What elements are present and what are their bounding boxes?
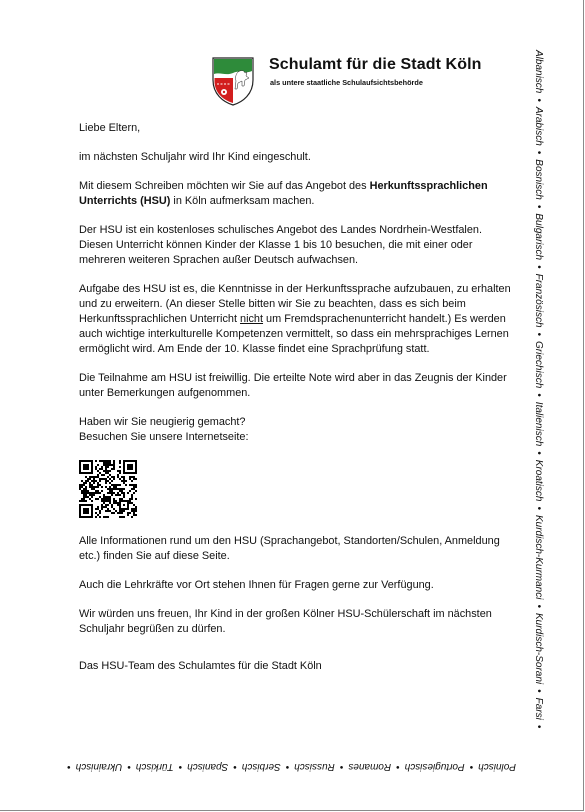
separator-dot: •	[533, 451, 544, 455]
separator-dot: •	[533, 98, 544, 102]
language-label: Bosnisch	[533, 159, 544, 200]
language-label: Russisch	[294, 761, 335, 772]
paragraph-goals-text: Aufgabe des HSU ist es, die Kenntnisse in der Herkunftssprache aufzubauen, zu erhalten und zu erweitern. (An dieser Stelle bitten wir Sie zu beachten, dass es sich beim Herkunftssprachlichen Unterricht	[79, 283, 511, 325]
language-label: Polnisch	[478, 761, 516, 772]
paragraph-enrollment: im nächsten Schuljahr wird Ihr Kind eingeschult.	[79, 151, 311, 163]
signature: Das HSU-Team des Schulamtes für die Stadt Köln	[79, 660, 322, 672]
paragraph-visit-website: Besuchen Sie unsere Internetseite:	[79, 431, 249, 443]
paragraph-participation: Die Teilnahme am HSU ist freiwillig. Die erteilte Note wird aber in das Zeugnis der Kinder unter Bemerkungen aufgenommen.	[79, 372, 507, 399]
separator-dot: •	[233, 761, 237, 772]
separator-dot: •	[127, 761, 131, 772]
language-label: Kurdisch-Kurmanci	[533, 514, 544, 600]
paragraph-goals-emphasis: nicht	[240, 313, 264, 325]
separator-dot: •	[533, 265, 544, 269]
language-label: Ukrainisch	[75, 761, 123, 772]
paragraph-goals	[79, 282, 511, 357]
qr-code-icon[interactable]	[79, 460, 137, 518]
language-label: Bulgarisch	[533, 213, 544, 261]
paragraph-information: Alle Informationen rund um den HSU (Sprachangebot, Standorten/Schulen, Anmeldung etc.) finden Sie auf diese Seite.	[79, 535, 500, 562]
languages-bottom-margin	[67, 760, 516, 772]
letter-body	[79, 121, 511, 674]
language-label: Farsi	[533, 697, 544, 720]
language-label: Serbisch	[241, 761, 281, 772]
languages-right-margin	[532, 50, 544, 733]
language-label: Romanes	[348, 761, 392, 772]
separator-dot: •	[533, 393, 544, 397]
header-subtitle: als untere staatliche Schulaufsichtsbehörde	[270, 78, 423, 87]
paragraph-offer-text: Mit diesem Schreiben möchten wir Sie auf das Angebot des	[79, 180, 370, 192]
separator-dot: •	[339, 761, 344, 772]
separator-dot: •	[285, 761, 290, 772]
paragraph-offer-highlight: Herkunftssprachlichen Unterrichts (HSU)	[79, 180, 488, 207]
language-label: Griechisch	[533, 341, 544, 389]
paragraph-teachers: Auch die Lehrkräfte vor Ort stehen Ihnen für Fragen gerne zur Verfügung.	[79, 579, 434, 591]
separator-dot: •	[533, 332, 544, 337]
separator-dot: •	[533, 689, 544, 693]
paragraph-about-hsu: Der HSU ist ein kostenloses schulisches Angebot des Landes Nordrhein-Westfalen. Diesen Unterricht können Kinder der Klasse 1 bis 10 besuchen, die mit einer oder mehreren weiteren Sprachen außer Deutsch aufwachsen.	[79, 224, 482, 266]
nrw-coat-of-arms-icon	[211, 56, 255, 106]
separator-dot: •	[533, 724, 544, 729]
paragraph-offer-text-end: in Köln aufmerksam machen.	[170, 195, 315, 207]
separator-dot: •	[533, 150, 544, 155]
separator-dot: •	[178, 761, 183, 772]
language-label: Portugiesisch	[404, 761, 465, 772]
separator-dot: •	[533, 604, 544, 608]
language-label: Französisch	[533, 273, 544, 328]
separator-dot: •	[533, 506, 544, 510]
separator-dot: •	[533, 204, 544, 209]
header-title: Schulamt für die Stadt Köln	[269, 56, 482, 73]
separator-dot: •	[396, 761, 400, 772]
salutation: Liebe Eltern,	[79, 122, 141, 134]
paragraph-welcome: Wir würden uns freuen, Ihr Kind in der großen Kölner HSU-Schülerschaft im nächsten Schuljahr begrüßen zu dürfen.	[79, 608, 492, 635]
separator-dot: •	[67, 761, 71, 772]
language-label: Italienisch	[533, 401, 544, 447]
language-label: Spanisch	[187, 761, 229, 772]
paragraph-curious: Haben wir Sie neugierig gemacht?	[79, 416, 246, 428]
language-label: Türkisch	[135, 761, 174, 772]
language-label: Kroatisch	[533, 459, 544, 502]
paragraph-goals-text-end: um Fremdsprachenunterricht handelt.) Es werden auch wichtige interkulturelle Kompetenzen vermittelt, so dass ein mehrsprachiges Lernen ermöglicht wird. Am Ende der 10. Klasse findet eine Sprachprüfung statt.	[79, 313, 509, 355]
separator-dot: •	[469, 761, 474, 772]
language-label: Albanisch	[533, 50, 544, 94]
language-label: Kurdisch-Sorani	[533, 612, 544, 685]
paragraph-offer	[79, 179, 511, 209]
language-label: Arabisch	[533, 106, 544, 146]
